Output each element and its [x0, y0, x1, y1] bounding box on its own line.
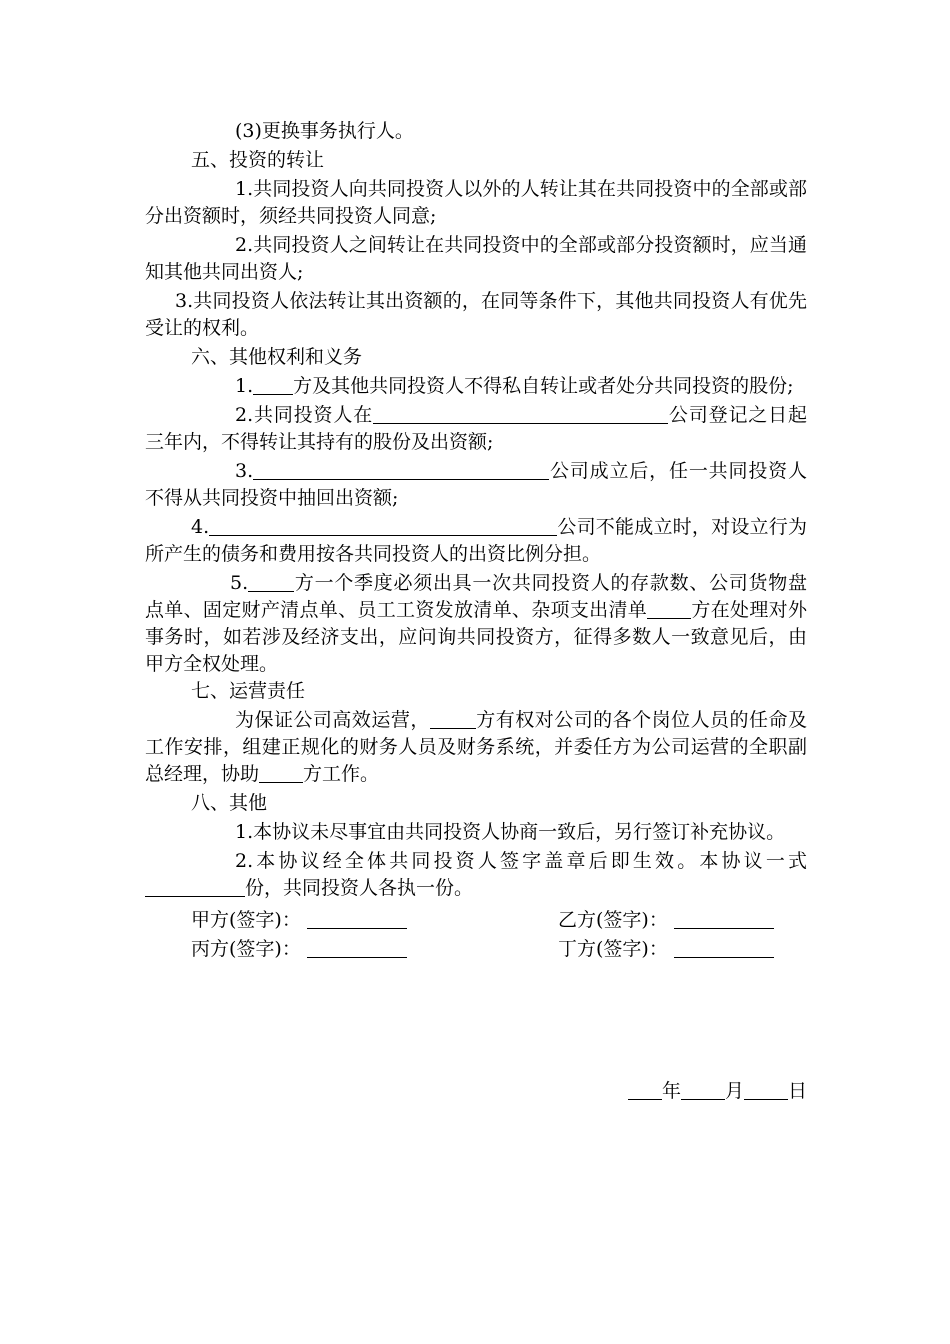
blank-line	[259, 763, 303, 783]
section-5-heading: 五、投资的转让	[191, 149, 325, 171]
signature-line[interactable]	[674, 939, 774, 958]
signature-party-a: 甲方(签字)：	[191, 906, 407, 935]
clause-6-3: 3. 公司成立后，任一共同投资人不得从共同投资中抽回出资额;	[145, 460, 807, 509]
clause-5-1: 1.共同投资人向共同投资人以外的人转让其在共同投资中的全部或部分出资额时，须经共同投资人同意;	[145, 178, 807, 227]
signature-line[interactable]	[307, 910, 407, 929]
document-body	[145, 118, 807, 1102]
signature-party-b: 乙方(签字)：	[558, 906, 774, 935]
blank-line	[248, 572, 294, 592]
signature-line[interactable]	[307, 939, 407, 958]
clause-6-1: 1. 方及其他共同投资人不得私自转让或者处分共同投资的股份;	[235, 375, 794, 397]
clause-8-1: 1.本协议未尽事宜由共同投资人协商一致后，另行签订补充协议。	[235, 821, 786, 843]
blank-line	[647, 599, 691, 619]
blank-line	[145, 877, 245, 897]
date-line: 年 月 日	[628, 1078, 807, 1105]
signature-line[interactable]	[674, 910, 774, 929]
section-7-heading: 七、运营责任	[191, 680, 306, 702]
section-6-heading: 六、其他权利和义务	[191, 346, 363, 368]
blank-line	[253, 460, 549, 480]
signature-row-1	[145, 906, 807, 935]
clause-6-4: 4. 公司不能成立时，对设立行为所产生的债务和费用按各共同投资人的出资比例分担。	[145, 516, 807, 565]
clause-5-2: 2.共同投资人之间转让在共同投资中的全部或部分投资额时，应当通知其他共同出资人;	[145, 234, 807, 283]
signature-party-c: 丙方(签字)：	[191, 935, 407, 964]
year-blank[interactable]	[628, 1080, 662, 1100]
month-blank[interactable]	[681, 1080, 725, 1100]
section-8-heading: 八、其他	[191, 792, 268, 814]
signature-party-d: 丁方(签字)：	[558, 935, 774, 964]
blank-line	[253, 375, 293, 395]
clause-6-2: 2.共同投资人在 公司登记之日起三年内，不得转让其持有的股份及出资额;	[145, 404, 807, 453]
clause-6-5: 5. 方一个季度必须出具一次共同投资人的存款数、公司货物盘点单、固定财产清点单、员工工资发放清单、杂项支出清单 方在处理对外事务时，如若涉及经济支出，应问询共同投资方，征得多数人一致意见后，由甲方全权处理。	[145, 572, 807, 675]
clause-8-2: 2.本协议经全体共同投资人签字盖章后即生效。本协议一式份，共同投资人各执一份。	[145, 848, 807, 902]
blank-line	[430, 709, 476, 729]
blank-line	[209, 516, 557, 536]
blank-line	[373, 404, 668, 424]
clause-7: 为保证公司高效运营， 方有权对公司的各个岗位人员的任命及工作安排，组建正规化的财务人员及财务系统，并委任方为公司运营的全职副总经理，协助 方工作。	[145, 709, 807, 785]
clause-3-3: (3)更换事务执行人。	[235, 120, 414, 142]
clause-5-3: 3.共同投资人依法转让其出资额的，在同等条件下，其他共同投资人有优先受让的权利。	[145, 290, 807, 339]
day-blank[interactable]	[744, 1080, 788, 1100]
signature-row-2	[145, 935, 807, 964]
